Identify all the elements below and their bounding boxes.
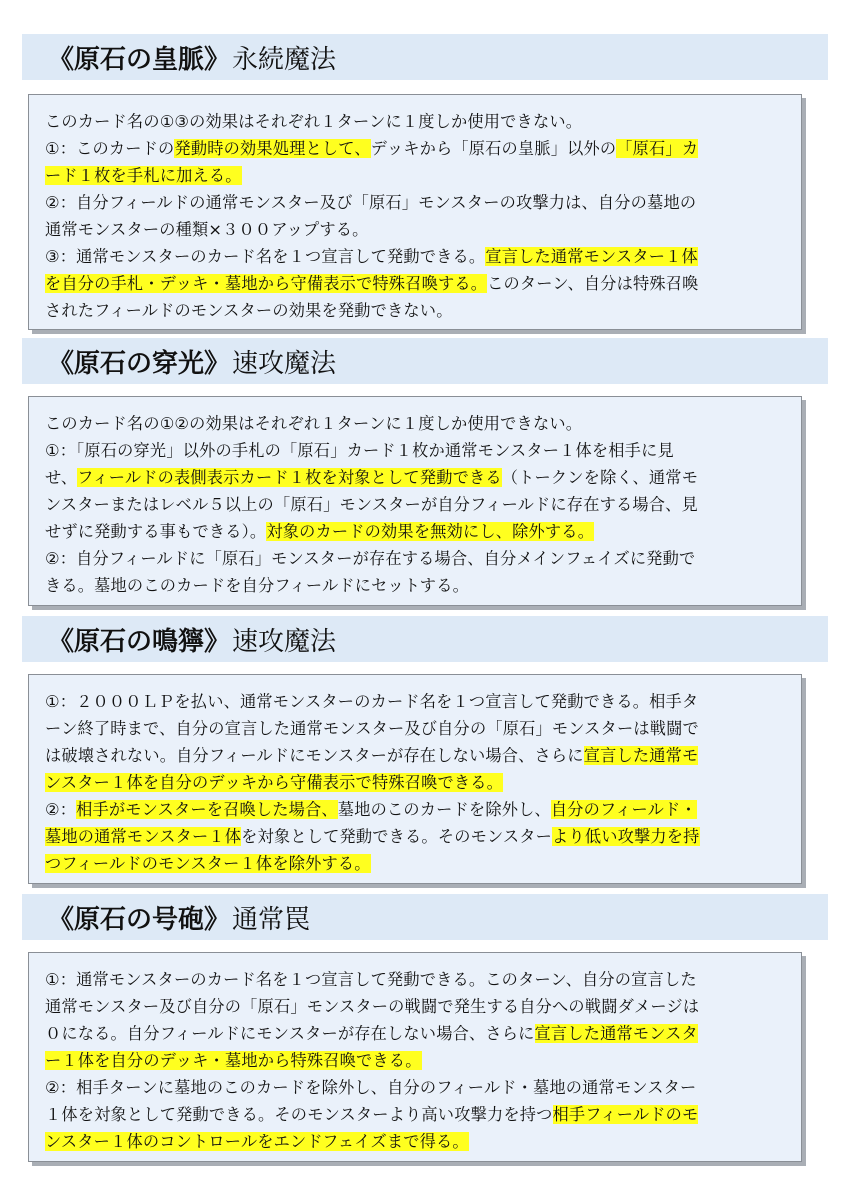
card-title-4 — [22, 894, 828, 940]
highlighted-text: 発動時の効果処理として、 — [174, 139, 371, 158]
effect-text: ①：通常モンスターのカード名を１つ宣言して発動できる。このターン、自分の宣言した — [45, 970, 697, 989]
effect-line — [45, 464, 791, 491]
card-type: 速攻魔法 — [232, 348, 337, 379]
effect-text: されたフィールドのモンスターの効果を発動できない。 — [45, 301, 453, 320]
card-title-2 — [22, 338, 828, 384]
effect-line — [45, 491, 791, 518]
highlighted-text: ー１体を自分のデッキ・墓地から特殊召喚できる。 — [45, 1051, 422, 1070]
highlighted-text: つフィールドのモンスター１体を除外する。 — [45, 854, 371, 873]
effect-line — [45, 437, 791, 464]
effect-line — [45, 297, 791, 324]
effect-line — [45, 216, 791, 243]
effect-line — [45, 270, 791, 297]
effect-text: 通常モンスター及び自分の「原石」モンスターの戦闘で発生する自分への戦闘ダメージは — [45, 997, 700, 1016]
effect-line — [45, 993, 791, 1020]
highlighted-text: 「原石」カ — [616, 139, 699, 158]
effect-line — [45, 742, 791, 769]
highlighted-text: 宣言した通常モ — [583, 746, 699, 765]
effect-line — [45, 108, 791, 135]
effect-text: 墓地のこのカードを除外し、 — [337, 800, 551, 819]
effect-text: せ、 — [45, 468, 78, 487]
effect-text: （トークンを除く、通常モ — [501, 468, 699, 487]
effect-line — [45, 850, 791, 877]
effect-text: せずに発動する事もできる）。 — [45, 522, 267, 541]
effect-text: ②：自分フィールドに「原石」モンスターが存在する場合、自分メインフェイズに発動で — [45, 549, 696, 568]
effect-text: は破壊されない。自分フィールドにモンスターが存在しない場合、さらに — [45, 746, 584, 765]
card-title-3 — [22, 616, 828, 662]
effect-text: ②： — [45, 800, 77, 819]
highlighted-text: 宣言した通常モンスター１体 — [485, 247, 698, 266]
effect-text: 通常モンスターの種類×３００アップする。 — [45, 220, 369, 239]
card-text-3 — [28, 674, 802, 884]
highlighted-text: 宣言した通常モンスタ — [534, 1024, 698, 1043]
card-title-1 — [22, 34, 828, 80]
effect-text: このカード名の①③の効果はそれぞれ１ターンに１度しか使用できない。 — [45, 112, 583, 131]
effect-line — [45, 796, 791, 823]
effect-text: ０になる。自分フィールドにモンスターが存在しない場合、さらに — [45, 1024, 535, 1043]
effect-line — [45, 1047, 791, 1074]
highlighted-text: 対象のカードの効果を無効にし、除外する。 — [266, 522, 595, 541]
highlighted-text: ンスター１体のコントロールをエンドフェイズまで得る。 — [45, 1132, 469, 1151]
effect-line — [45, 715, 791, 742]
highlighted-text: より低い攻撃力を持 — [552, 827, 700, 846]
effect-line — [45, 410, 791, 437]
highlighted-text: 墓地の通常モンスター１体 — [45, 827, 242, 846]
card-type: 通常罠 — [232, 904, 311, 935]
effect-text: ②：自分フィールドの通常モンスター及び「原石」モンスターの攻撃力は、自分の墓地の — [45, 193, 697, 212]
highlighted-text: 自分のフィールド・ — [550, 800, 697, 819]
effect-line — [45, 572, 791, 599]
effect-line — [45, 1128, 791, 1155]
effect-text: を対象として発動できる。そのモンスター — [241, 827, 553, 846]
highlighted-text: ンスター１体を自分のデッキから守備表示で特殊召喚できる。 — [45, 773, 504, 792]
effect-text: ①：「原石の穿光」以外の手札の「原石」カード１枚か通常モンスター１体を相手に見 — [45, 441, 674, 460]
effect-text: ①：このカードの — [45, 139, 175, 158]
effect-line — [45, 135, 791, 162]
effect-text: ①：２０００ＬＰを払い、通常モンスターのカード名を１つ宣言して発動できる。相手タ — [45, 692, 699, 711]
card-name: 《原石の鳴獰》 — [48, 626, 231, 657]
highlighted-text: フィールドの表側表示カード１枚を対象として発動できる — [77, 468, 502, 487]
highlighted-text: ード１枚を手札に加える。 — [45, 166, 242, 185]
effect-line — [45, 966, 791, 993]
highlighted-text: 相手がモンスターを召喚した場合、 — [76, 800, 338, 819]
effect-line — [45, 1101, 791, 1128]
card-type: 速攻魔法 — [232, 626, 337, 657]
card-text-2 — [28, 396, 802, 606]
effect-line — [45, 518, 791, 545]
effect-text: デッキから「原石の皇脈」以外の — [370, 139, 617, 158]
effect-line — [45, 243, 791, 270]
effect-line — [45, 688, 791, 715]
effect-text: ②：相手ターンに墓地のこのカードを除外し、自分のフィールド・墓地の通常モンスター — [45, 1078, 697, 1097]
effect-line — [45, 545, 791, 572]
effect-text: このカード名の①②の効果はそれぞれ１ターンに１度しか使用できない。 — [45, 414, 583, 433]
effect-text: このターン、自分は特殊召喚 — [487, 274, 699, 293]
highlighted-text: を自分の手札・デッキ・墓地から守備表示で特殊召喚する。 — [45, 274, 488, 293]
effect-line — [45, 823, 791, 850]
card-name: 《原石の穿光》 — [48, 348, 231, 379]
effect-line — [45, 1020, 791, 1047]
effect-text: きる。墓地のこのカードを自分フィールドにセットする。 — [45, 576, 469, 595]
card-type: 永続魔法 — [232, 44, 337, 75]
card-text-1 — [28, 94, 802, 330]
card-name: 《原石の皇脈》 — [48, 44, 231, 75]
effect-line — [45, 162, 791, 189]
effect-text: ンスターまたはレベル５以上の「原石」モンスターが自分フィールドに存在する場合、見 — [45, 495, 698, 514]
highlighted-text: 相手フィールドのモ — [552, 1105, 699, 1124]
card-name: 《原石の号砲》 — [48, 904, 231, 935]
effect-line — [45, 1074, 791, 1101]
effect-line — [45, 189, 791, 216]
effect-text: １体を対象として発動できる。そのモンスターより高い攻撃力を持つ — [45, 1105, 553, 1124]
effect-text: ③：通常モンスターのカード名を１つ宣言して発動できる。 — [45, 247, 486, 266]
effect-line — [45, 769, 791, 796]
effect-text: ーン終了時まで、自分の宣言した通常モンスター及び自分の「原石」モンスターは戦闘で — [45, 719, 699, 738]
card-text-4 — [28, 952, 802, 1162]
